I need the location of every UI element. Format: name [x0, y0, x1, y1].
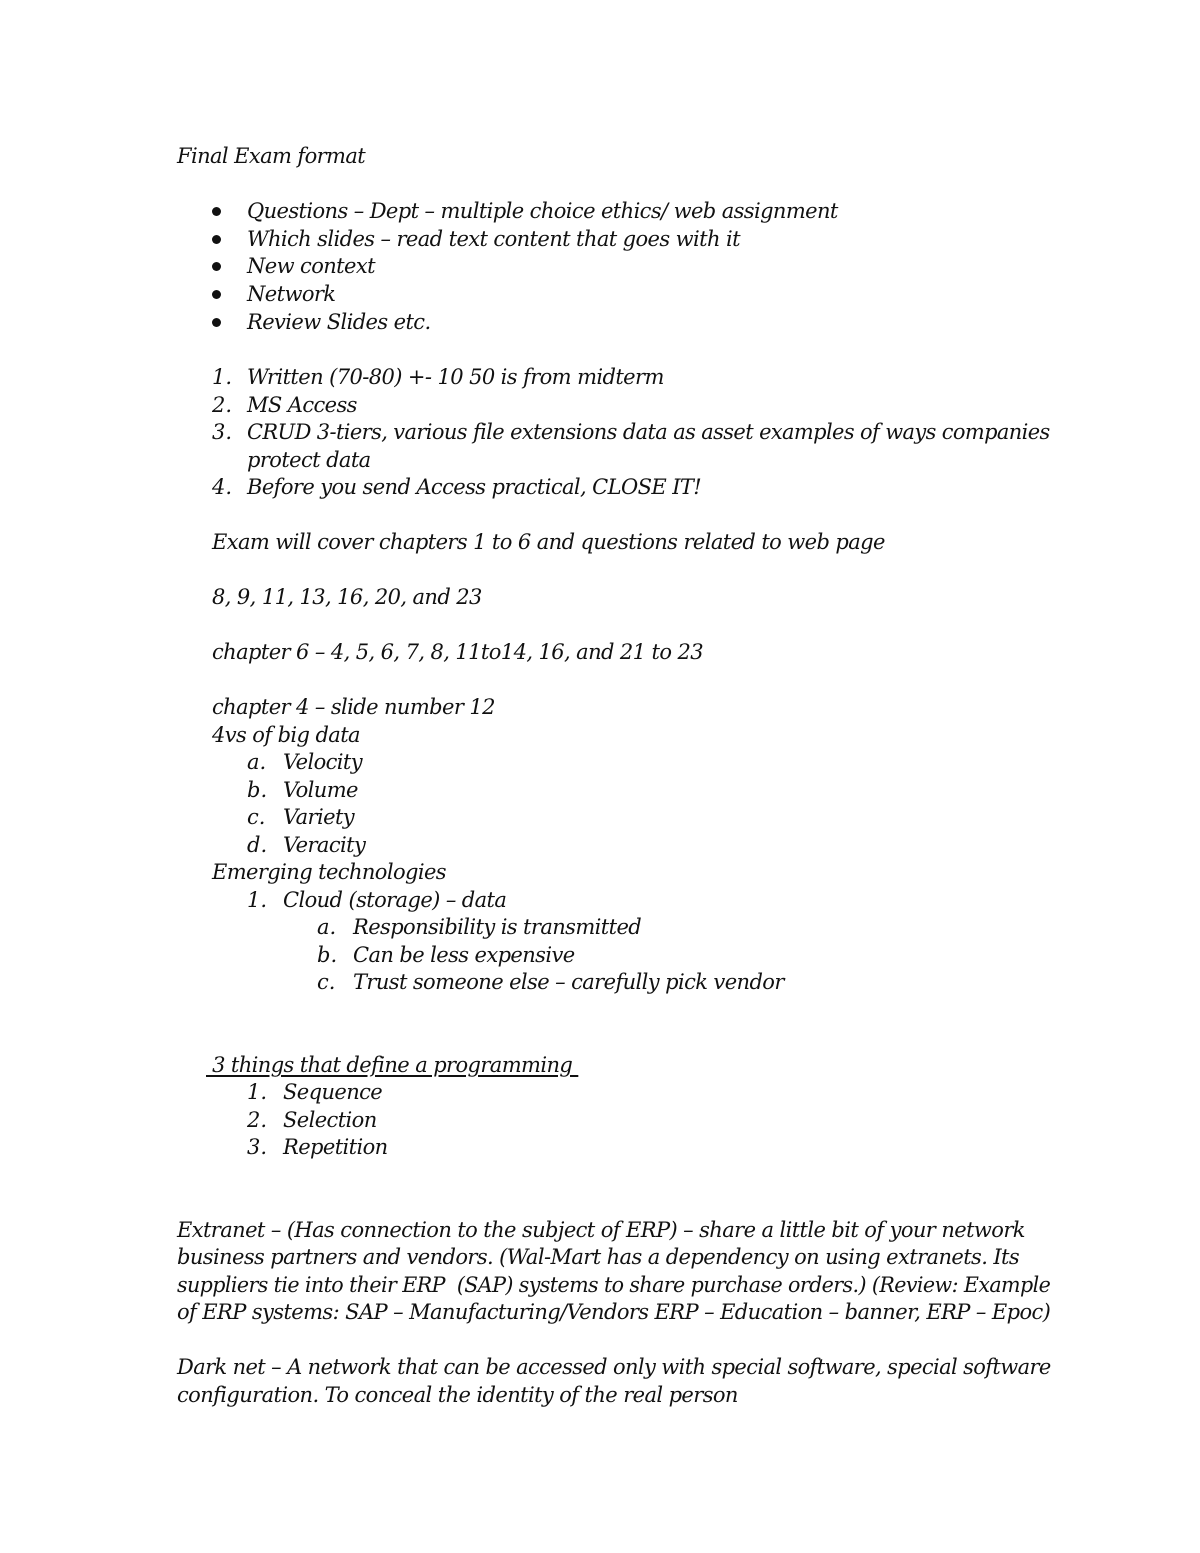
bullet-dot-icon: [212, 235, 221, 244]
bullet-item: Review Slides etc.: [247, 310, 431, 334]
list-number: 1.: [212, 365, 233, 389]
list-item: Selection: [283, 1108, 377, 1132]
list-item: Variety: [283, 805, 355, 829]
list-letter: c.: [317, 970, 336, 994]
document-title: Final Exam format: [177, 144, 366, 168]
big-data-heading: 4vs of big data: [212, 723, 360, 747]
bullet-item: Network: [247, 282, 336, 306]
bullet-item: Questions – Dept – multiple choice ethics/ web assignment: [247, 199, 838, 223]
list-item: MS Access: [247, 393, 357, 417]
list-subitem: Responsibility is transmitted: [353, 915, 642, 939]
bullet-dot-icon: [212, 318, 221, 327]
bullet-dot-icon: [212, 290, 221, 299]
paragraph-line: configuration. To conceal the identity of the real person: [177, 1383, 738, 1407]
list-number: 1.: [247, 888, 268, 912]
list-letter: a.: [317, 915, 337, 939]
paragraph-line: Dark net – A network that can be accessed only with special software, special software: [177, 1355, 1051, 1379]
paragraph-line: business partners and vendors. (Wal-Mart has a dependency on using extranets. Its: [177, 1245, 1020, 1269]
list-item: Before you send Access practical, CLOSE IT!: [247, 475, 702, 499]
list-number: 2.: [212, 393, 233, 417]
chapter4-text: chapter 4 – slide number 12: [212, 695, 495, 719]
list-number: 3.: [247, 1135, 268, 1159]
list-number: 3.: [212, 420, 233, 444]
bullet-item: Which slides – read text content that goes with it: [247, 227, 740, 251]
list-item: Sequence: [283, 1080, 383, 1104]
emerging-heading: Emerging technologies: [212, 860, 446, 884]
list-item: CRUD 3-tiers, various file extensions data as asset examples of ways companies: [247, 420, 1050, 444]
list-item: Velocity: [283, 750, 363, 774]
programming-heading: 3 things that define a programming: [206, 1053, 579, 1077]
paragraph-line: of ERP systems: SAP – Manufacturing/Vendors ERP – Education – banner, ERP – Epoc): [177, 1300, 1051, 1324]
list-subitem: Can be less expensive: [353, 943, 575, 967]
list-letter: a.: [247, 750, 267, 774]
list-letter: c.: [247, 805, 266, 829]
paragraph-line: Extranet – (Has connection to the subject of ERP) – share a little bit of your network: [177, 1218, 1025, 1242]
list-subitem: Trust someone else – carefully pick vendor: [353, 970, 784, 994]
list-item: Cloud (storage) – data: [283, 888, 507, 912]
list-item: Repetition: [283, 1135, 388, 1159]
list-number: 1.: [247, 1080, 268, 1104]
list-item: Veracity: [283, 833, 366, 857]
exam-coverage-text: Exam will cover chapters 1 to 6 and questions related to web page: [212, 530, 885, 554]
bullet-dot-icon: [212, 262, 221, 271]
slide-numbers-text: 8, 9, 11, 13, 16, 20, and 23: [212, 585, 482, 609]
list-number: 4.: [212, 475, 233, 499]
list-letter: b.: [247, 778, 268, 802]
list-item-continuation: protect data: [247, 448, 371, 472]
list-letter: b.: [317, 943, 338, 967]
bullet-dot-icon: [212, 207, 221, 216]
bullet-item: New context: [247, 254, 375, 278]
list-item: Volume: [283, 778, 358, 802]
list-letter: d.: [247, 833, 268, 857]
list-item: Written (70-80) +- 10 50 is from midterm: [247, 365, 664, 389]
chapter6-text: chapter 6 – 4, 5, 6, 7, 8, 11to14, 16, and 21 to 23: [212, 640, 703, 664]
paragraph-line: suppliers tie into their ERP (SAP) systems to share purchase orders.) (Review: Example: [177, 1273, 1051, 1297]
list-number: 2.: [247, 1108, 268, 1132]
